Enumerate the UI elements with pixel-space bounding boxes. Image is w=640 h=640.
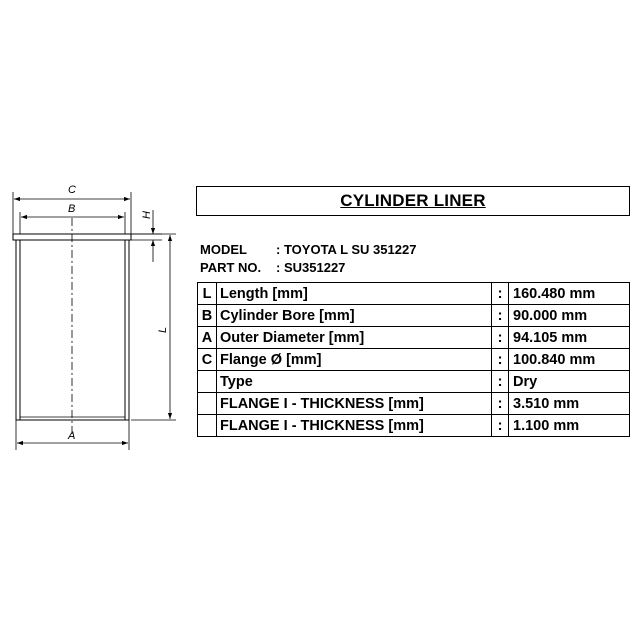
row-name: Flange Ø [mm] — [217, 349, 492, 371]
dimension-a — [16, 420, 129, 450]
row-colon: : — [492, 349, 509, 371]
row-name: Type — [217, 371, 492, 393]
row-code: C — [198, 349, 217, 371]
row-name: FLANGE I - THICKNESS [mm] — [217, 393, 492, 415]
label-c: C — [68, 184, 76, 196]
info-value: TOYOTA L SU 351227 — [283, 242, 417, 257]
label-l: L — [157, 326, 169, 333]
row-value: 160.480 mm — [509, 283, 630, 305]
info-key: MODEL — [200, 242, 247, 257]
row-value: 1.100 mm — [509, 415, 630, 437]
table-row — [198, 305, 630, 327]
row-value: 3.510 mm — [509, 393, 630, 415]
dimension-b — [20, 203, 125, 234]
dimension-h — [131, 210, 162, 262]
row-value: Dry — [509, 371, 630, 393]
label-a: A — [68, 430, 76, 442]
liner-body — [13, 218, 131, 436]
row-colon: : — [492, 393, 509, 415]
table-row — [198, 415, 630, 437]
info-sep: : — [276, 242, 281, 257]
row-name: Length [mm] — [217, 283, 492, 305]
page-title: CYLINDER LINER — [340, 191, 486, 210]
row-colon: : — [492, 327, 509, 349]
row-value: 100.840 mm — [509, 349, 630, 371]
row-name: Cylinder Bore [mm] — [217, 305, 492, 327]
liner-right-wall — [125, 240, 129, 420]
row-code: B — [198, 305, 217, 327]
row-name: Outer Diameter [mm] — [217, 327, 492, 349]
row-code — [198, 393, 217, 415]
table-row — [198, 349, 630, 371]
info-key: PART NO. — [200, 260, 262, 275]
row-code: L — [198, 283, 217, 305]
row-colon: : — [492, 305, 509, 327]
info-part-no — [200, 260, 345, 276]
row-colon: : — [492, 283, 509, 305]
info-sep: : — [276, 260, 281, 275]
row-value: 90.000 mm — [509, 305, 630, 327]
row-colon: : — [492, 371, 509, 393]
table-row — [198, 371, 630, 393]
label-h: H — [141, 211, 153, 219]
table-row — [198, 283, 630, 305]
table-row — [198, 393, 630, 415]
spec-table — [197, 282, 630, 437]
row-code — [198, 415, 217, 437]
info-value: SU351227 — [283, 260, 346, 275]
row-colon: : — [492, 415, 509, 437]
table-row — [198, 327, 630, 349]
row-code: A — [198, 327, 217, 349]
row-name: FLANGE I - THICKNESS [mm] — [217, 415, 492, 437]
title-box — [196, 186, 630, 216]
label-b: B — [68, 203, 76, 215]
info-model — [200, 242, 416, 258]
dimension-l — [131, 234, 176, 420]
row-value: 94.105 mm — [509, 327, 630, 349]
liner-left-wall — [16, 240, 20, 420]
row-code — [198, 371, 217, 393]
